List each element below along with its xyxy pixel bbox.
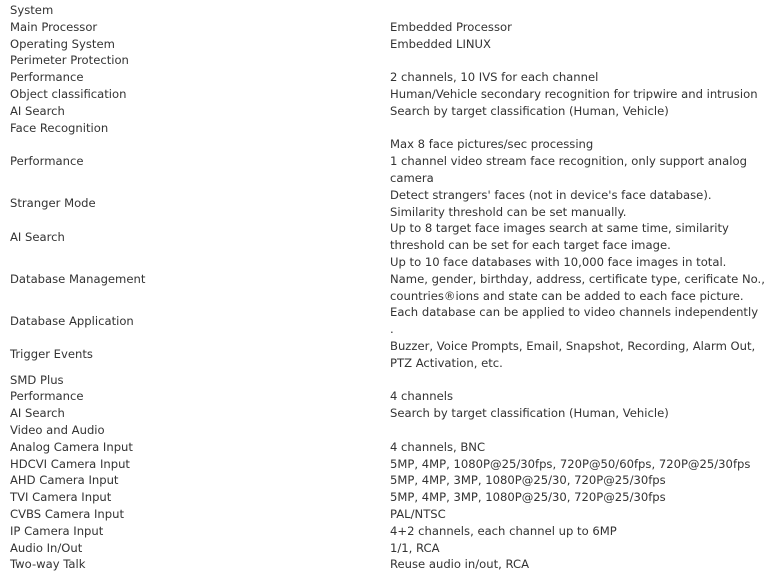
- spec-label: Performance: [10, 154, 84, 169]
- spec-label: Object classification: [10, 86, 127, 101]
- spec-row: [7, 304, 767, 338]
- spec-value: 1/1, RCA: [390, 540, 440, 555]
- spec-row: [7, 136, 767, 186]
- spec-label: Stranger Mode: [10, 196, 96, 211]
- spec-value: Detect strangers' faces (not in device's face database). Similarity threshold can be set manually.: [390, 187, 712, 219]
- spec-value: Up to 8 target face images search at same time, similarity threshold can be set for each target face image.: [390, 221, 729, 253]
- spec-row: [7, 388, 767, 405]
- spec-row: [7, 338, 767, 372]
- spec-label: Performance: [10, 389, 84, 404]
- spec-label: AHD Camera Input: [10, 473, 119, 488]
- section-title: Face Recognition: [10, 120, 109, 135]
- spec-value: Up to 10 face databases with 10,000 face images in total. Name, gender, birthday, address, certificate type, cerificate No., countries®ions and state can be added to each face picture.: [390, 254, 765, 303]
- spec-value: 4+2 channels, each channel up to 6MP: [390, 523, 617, 538]
- spec-row: [7, 69, 767, 86]
- spec-label: Two-way Talk: [10, 557, 86, 572]
- spec-label: IP Camera Input: [10, 523, 104, 538]
- spec-row: [7, 19, 767, 36]
- spec-label: AI Search: [10, 103, 65, 118]
- spec-row: [7, 439, 767, 456]
- spec-label: AI Search: [10, 406, 65, 421]
- spec-row: [7, 472, 767, 489]
- spec-value: Each database can be applied to video channels independently .: [390, 305, 759, 337]
- spec-label: Trigger Events: [10, 347, 93, 362]
- spec-row: [7, 506, 767, 523]
- spec-label: Operating System: [10, 36, 115, 51]
- spec-value: PAL/NTSC: [390, 506, 446, 521]
- spec-label: CVBS Camera Input: [10, 506, 125, 521]
- spec-row: [7, 187, 767, 221]
- spec-label: TVI Camera Input: [10, 490, 112, 505]
- spec-label: Main Processor: [10, 19, 98, 34]
- spec-value: Embedded Processor: [390, 19, 512, 34]
- spec-row: [7, 220, 767, 254]
- spec-value: Embedded LINUX: [390, 36, 491, 51]
- spec-table: [7, 2, 767, 573]
- section-title: Perimeter Protection: [10, 53, 129, 68]
- spec-value: 5MP, 4MP, 1080P@25/30fps, 720P@50/60fps, 720P@25/30fps: [390, 456, 751, 471]
- spec-label: Database Management: [10, 271, 146, 286]
- spec-label: AI Search: [10, 229, 65, 244]
- section-header-row: [7, 2, 767, 19]
- spec-row: [7, 405, 767, 422]
- spec-row: [7, 36, 767, 53]
- spec-value: Human/Vehicle secondary recognition for tripwire and intrusion: [390, 86, 758, 101]
- spec-value: Search by target classification (Human, Vehicle): [390, 103, 669, 118]
- section-title: SMD Plus: [10, 372, 64, 387]
- spec-value: 4 channels: [390, 389, 453, 404]
- section-title: System: [10, 3, 54, 17]
- spec-row: [7, 523, 767, 540]
- section-header-row: [7, 52, 767, 69]
- spec-value: Buzzer, Voice Prompts, Email, Snapshot, Recording, Alarm Out, PTZ Activation, etc.: [390, 338, 756, 370]
- spec-label: HDCVI Camera Input: [10, 456, 130, 471]
- spec-row: [7, 540, 767, 557]
- spec-row: [7, 556, 767, 573]
- spec-table-body: [7, 2, 767, 573]
- spec-label: Audio In/Out: [10, 540, 83, 555]
- spec-row: [7, 489, 767, 506]
- spec-row: [7, 456, 767, 473]
- spec-value: Max 8 face pictures/sec processing 1 channel video stream face recognition, only support analog camera: [390, 137, 747, 185]
- spec-value: 4 channels, BNC: [390, 439, 486, 454]
- spec-row: [7, 86, 767, 103]
- spec-value: 5MP, 4MP, 3MP, 1080P@25/30, 720P@25/30fps: [390, 473, 666, 488]
- spec-label: Database Application: [10, 313, 134, 328]
- section-header-row: [7, 120, 767, 137]
- spec-row: [7, 254, 767, 304]
- spec-value: 2 channels, 10 IVS for each channel: [390, 70, 599, 85]
- spec-label: Performance: [10, 70, 84, 85]
- spec-label: Analog Camera Input: [10, 439, 133, 454]
- spec-value: Reuse audio in/out, RCA: [390, 557, 530, 572]
- section-header-row: [7, 422, 767, 439]
- spec-value: 5MP, 4MP, 3MP, 1080P@25/30, 720P@25/30fps: [390, 490, 666, 505]
- section-title: Video and Audio: [10, 422, 105, 437]
- section-header-row: [7, 372, 767, 389]
- spec-row: [7, 103, 767, 120]
- spec-value: Search by target classification (Human, Vehicle): [390, 406, 669, 421]
